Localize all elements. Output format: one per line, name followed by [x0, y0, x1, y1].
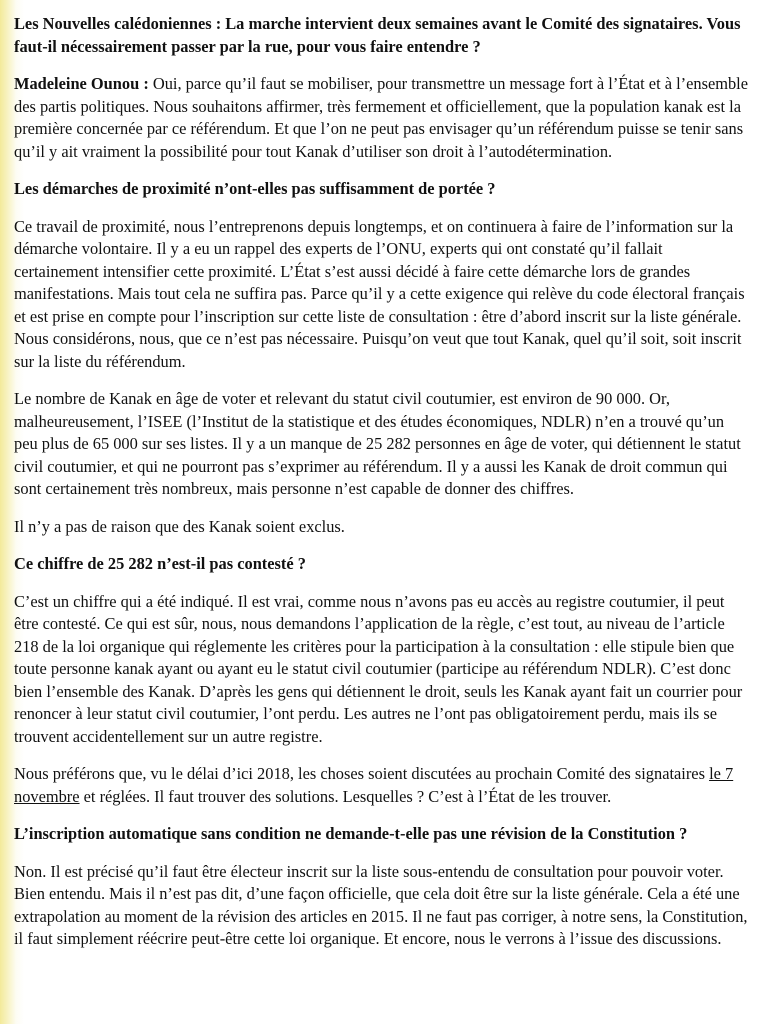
date-link[interactable]: le 7 novembre: [14, 764, 734, 806]
question-heading: Les Nouvelles calédoniennes : La marche intervient deux semaines avant le Comité des signataires. Vous faut-il nécessairement passer par la rue, pour vous faire entendre ?: [14, 14, 741, 56]
question-heading: Les démarches de proximité n’ont-elles pas suffisamment de portée ?: [14, 179, 496, 198]
answer-paragraph: Non. Il est précisé qu’il faut être électeur inscrit sur la liste sous-entendu de consultation pour pouvoir voter. Bien entendu. Mais il n’est pas dit, d’une façon officielle, que cela doit être sur la liste générale. Cela a été une extrapolation au moment de la révision des articles en 2015. Il ne faut pas corriger, à notre sens, la Constitution, il faut simplement réécrire peut-être cette loi organique. Et encore, nous le verrons à l’issue des discussions.: [14, 861, 748, 948]
speaker-name: Madeleine Ounou :: [14, 74, 149, 93]
answer-text: et réglées. Il faut trouver des solutions. Lesquelles ? C’est à l’État de les trouver.: [79, 786, 612, 806]
answer-text: Oui, parce qu’il faut se mobiliser, pour transmettre un message fort à l’État et à l’ensemble des partis politiques. Nous souhaitons affirmer, très fermement et officiellement, que la population kanak est la première concernée par ce référendum. Et que l’on ne peut pas envisager qu’un référendum puisse se tenir sans qu’il y ait vraiment la possibilité pour tout Kanak d’utiliser son droit à l’autodétermination.: [14, 74, 748, 161]
answer-paragraph: [14, 73, 749, 163]
article-body: [14, 0, 749, 951]
answer-text: Nous préférons que, vu le délai d’ici 2018, les choses soient discutées au prochain Comité des signataires: [14, 764, 710, 783]
answer-paragraph: C’est un chiffre qui a été indiqué. Il est vrai, comme nous n’avons pas eu accès au registre coutumier, il peut être contesté. Ce qui est sûr, nous, nous demandons l’application de la règle, c’est tout, au niveau de l’article 218 de la loi organique qui réglemente les critères pour la participation à la consultation : elle stipule bien que toute personne kanak ayant ou ayant eu le statut civil coutumier (participe au référendum NDLR). C’est donc bien l’ensemble des Kanak. D’après les gens qui détiennent le droit, seuls les Kanak ayant fait un courrier pour renoncer à leur statut civil coutumier, l’ont perdu. Les autres ne l’ont pas obligatoirement perdu, mais ils se trouvent accidentellement sur un autre registre.: [14, 591, 743, 746]
answer-paragraph: [14, 763, 749, 808]
question-heading: Ce chiffre de 25 282 n’est-il pas contesté ?: [14, 554, 306, 573]
answer-paragraph: Ce travail de proximité, nous l’entreprenons depuis longtemps, et on continuera à faire de l’information sur la démarche volontaire. Il y a eu un rappel des experts de l’ONU, experts qui ont constaté qu’il fallait certainement intensifier cette proximité. L’État s’est aussi décidé à faire cette démarche lors de grandes manifestations. Mais tout cela ne suffira pas. Parce qu’il y a cette exigence qui relève du code électoral français et est prise en compte pour l’inscription sur cette liste de consultation : être d’abord inscrit sur la liste générale. Nous considérons, nous, que ce n’est pas nécessaire. Puisqu’on veut que tout Kanak, quel qu’il soit, soit inscrit sur la liste du référendum.: [14, 216, 745, 371]
answer-paragraph: Le nombre de Kanak en âge de voter et relevant du statut civil coutumier, est environ de 90 000. Or, malheureusement, l’ISEE (l’Institut de la statistique et des études économiques, NDLR) n’en a trouvé qu’un peu plus de 65 000 sur ses listes. Il y a un manque de 25 282 personnes en âge de voter, qui détiennent le statut civil coutumier, et qui ne pourront pas s’exprimer au référendum. Il y a aussi les Kanak de droit commun qui sont certainement très nombreux, mais personne n’est capable de donner des chiffres.: [14, 389, 741, 498]
question-heading: L’inscription automatique sans condition ne demande-t-elle pas une révision de la Constitution ?: [14, 824, 688, 843]
answer-paragraph: Il n’y a pas de raison que des Kanak soient exclus.: [14, 516, 345, 536]
